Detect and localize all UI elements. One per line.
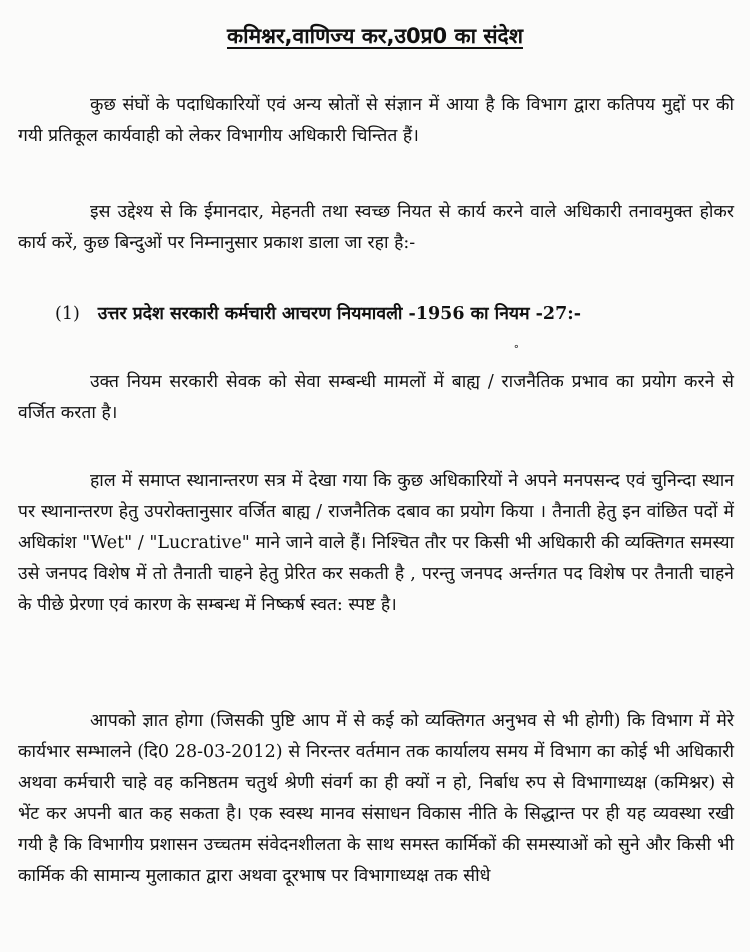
paragraph-sources-concern: कुछ संघों के पदाधिकारियों एवं अन्य स्रोतों से संज्ञान में आया है कि विभाग द्वारा कतिपय मुद्दों पर की गयी प्रतिकूल कार्यवाही को लेकर विभागीय अधिकारी चिन्तित हैं। bbox=[18, 95, 734, 146]
paragraph-open-access: आपको ज्ञात होगा (जिसकी पुष्टि आप में से कई को व्यक्तिगत अनुभव से भी होगी) कि विभाग में मेरे कार्यभार सम्भालने (दि0 28-03-2012) से निरन्तर वर्तमान तक कार्यालय समय में विभाग का कोई भी अधिकारी अथवा कर्मचारी चाहे वह कनिष्ठतम चतुर्थ श्रेणी संवर्ग का ही क्यों न हो, निर्बाध रुप से विभागाध्यक्ष (कमिश्नर) से भेंट कर अपनी बात कह सकता है। एक स्वस्थ मानव संसाधन विकास नीति के सिद्धान्त पर ही यह व्यवस्था रखी गयी है कि विभागीय प्रशासन उच्चतम संवेदनशीलता के साथ समस्त कार्मिकों की समस्याओं को सुने और किसी भी कार्मिक की सामान्य मुलाकात द्वारा अथवा दूरभाष पर विभागाध्यक्ष तक सीधे bbox=[18, 711, 734, 886]
section-number: (1) bbox=[55, 304, 80, 324]
stray-mark: ॰ bbox=[514, 341, 519, 354]
paragraph-rule-description: उक्त नियम सरकारी सेवक को सेवा सम्बन्धी मामलों में बाह्य / राजनैतिक प्रभाव का प्रयोग करने से वर्जित करता है। bbox=[18, 372, 734, 423]
paragraph-transfer-session: हाल में समाप्त स्थानान्तरण सत्र में देखा गया कि कुछ अधिकारियों ने अपने मनपसन्द एवं चुनिन्दा स्थान पर स्थानान्तरण हेतु उपरोक्तानुसार वर्जित बाह्य / राजनैतिक दबाव का प्रयोग किया । तैनाती हेतु इन वांछित पदों में अधिकांश "Wet" / "Lucrative" माने जाने वाले हैं। निश्चित तौर पर किसी भी अधिकारी की व्यक्तिगत समस्या उसे जनपद विशेष में तो तैनाती चाहने हेतु प्रेरित कर सकती है , परन्तु जनपद अर्न्तगत पद विशेष पर तैनाती चाहने के पीछे प्रेरणा एवं कारण के सम्बन्ध में निष्कर्ष स्वत: स्पष्ट है। bbox=[18, 471, 734, 615]
section-heading bbox=[55, 300, 735, 328]
section-heading-text: उत्तर प्रदेश सरकारी कर्मचारी आचरण नियमावली -1956 का नियम -27:- bbox=[97, 304, 581, 324]
paragraph-purpose: इस उद्देश्य से कि ईमानदार, मेहनती तथा स्वच्छ नियत से कार्य करने वाले अधिकारी तनावमुक्त होकर कार्य करें, कुछ बिन्दुओं पर निम्नानुसार प्रकाश डाला जा रहा है:- bbox=[18, 202, 734, 253]
page-title: कमिश्नर,वाणिज्य कर,उ0प्र0 का संदेश bbox=[227, 24, 523, 48]
